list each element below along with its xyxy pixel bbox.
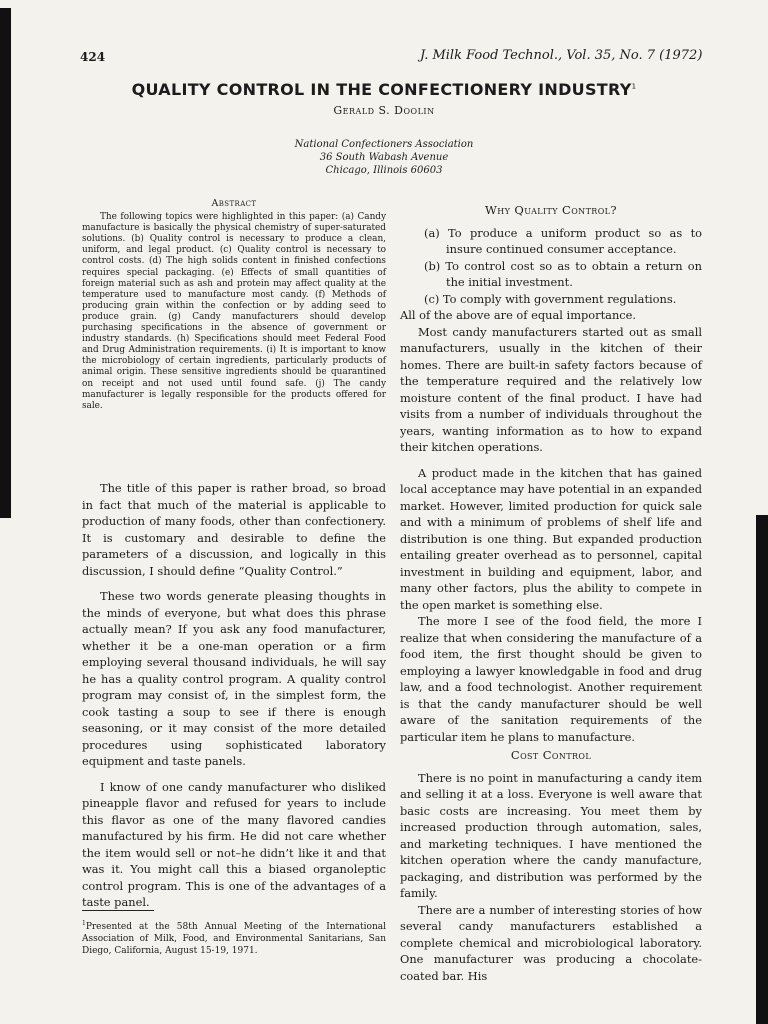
affiliation-line: Chicago, Illinois 60603 xyxy=(325,165,443,176)
body-paragraph: There is no point in manufacturing a candy item and selling it at a loss. Everyone is well aware that basic costs are increasing. You meet them by increased production through automation, sales, and marketing techniques. I have mentioned the kitchen operation where the candy manufacture, packaging, and distribution was performed by the family. xyxy=(400,770,702,900)
author-name: Gerald S. Doolin xyxy=(333,104,435,117)
footnote-divider xyxy=(82,910,154,911)
footnote xyxy=(82,918,386,957)
title-footnote-mark: 1 xyxy=(631,82,637,91)
body-paragraph: I know of one candy manufacturer who disliked pineapple flavor and refused for years to include this flavor as one of the many flavored candies manufactured by his firm. He did not care whether the item would sell or not–he didn’t like it and that was it. You might call this a biased organoleptic control program. This is one of the advantages of a taste panel. xyxy=(82,779,386,909)
journal-citation: J. Milk Food Technol., Vol. 35, No. 7 (1972) xyxy=(420,48,703,63)
affiliation xyxy=(0,138,768,177)
page-number: 424 xyxy=(80,50,106,64)
article-title-text: QUALITY CONTROL IN THE CONFECTIONERY INDUSTRY xyxy=(131,80,632,99)
body-paragraph: A product made in the kitchen that has gained local acceptance may have potential in an expanded market. However, limited production for quick sale and with a minimum of problems of shelf life and distribution is one thing. But expanded production entailing greater overhead as to personnel, capital investment in building and equipment, labor, and many other factors, plus the ability to compete in the open market is something else. xyxy=(400,465,702,612)
body-paragraph: The more I see of the food field, the more I realize that when considering the manufacture of a food item, the first thought should be given to employing a lawyer knowledgable in food and drug law, and a food technologist. Another requirement is that the candy manufacturer should be well aware of the sanitation requirements of the particular item he plans to manufacture. xyxy=(400,614,702,744)
list-item: (a) To produce a uniform product so as to insure continued consumer acceptance. xyxy=(424,225,702,256)
footnote-text: Presented at the 58th Annual Meeting of the International Association of Milk, Food, and Environmental Sanitarians, San Diego, California, August 15-19, 1971. xyxy=(82,922,386,956)
affiliation-line: 36 South Wabash Avenue xyxy=(319,152,449,163)
section-heading-cost: Cost Control xyxy=(510,748,592,762)
scan-edge-right xyxy=(756,515,768,1024)
body-paragraph: Most candy manufacturers started out as small manufacturers, usually in the kitchen of their homes. There are built-in safety factors because of the temperature required and the relatively low moisture content of the final product. I have had visits from a number of individuals throughout the years, wanting information as to how to expand their kitchen operations. xyxy=(400,324,702,454)
body-paragraph: All of the above are of equal importance. xyxy=(400,308,637,322)
list-item: (b) To control cost so as to obtain a return on the initial investment. xyxy=(424,258,702,289)
footnote-mark: 1 xyxy=(82,920,86,927)
affiliation-line: National Confectioners Association xyxy=(294,139,474,150)
body-paragraph: These two words generate pleasing thoughts in the minds of everyone, but what does this phrase actually mean? If you ask any food manufacturer, whether it be a one-man operation or a firm employing several thousand individuals, he will say he has a quality control program. A quality control program may consist of, in the simplest form, the cook tasting a soup to see if there is enough seasoning, or it may consist of the more detailed procedures using sophisticated laboratory equipment and taste panels. xyxy=(82,589,386,768)
section-heading-why: Why Quality Control? xyxy=(485,203,617,217)
right-column xyxy=(400,200,702,984)
body-paragraph: There are a number of interesting stories of how several candy manufacturers established a complete chemical and microbiological laboratory. One manufacturer was producing a chocolate-coated bar. His xyxy=(400,902,702,983)
left-column xyxy=(82,480,386,911)
article-title xyxy=(0,80,768,99)
list-item: (c) To comply with government regulations. xyxy=(424,291,677,306)
abstract-heading: Abstract xyxy=(211,198,257,209)
body-paragraph: The title of this paper is rather broad, so broad in fact that much of the material is applicable to production of many foods, other than confectionery. It is customary and desirable to define the parameters of a discussion, and logically in this discussion, I should define “Quality Control.” xyxy=(82,481,386,578)
abstract-text: The following topics were highlighted in this paper: (a) Candy manufacture is basically the physical chemistry of super-saturated solutions. (b) Quality control is necessary to produce a clean, uniform, and legal product. (c) Quality control is necessary to control costs. (d) The high solids content in finished confections requires special packaging. (e) Effects of small quantities of foreign material such as ash and protein may affect quality at the temperature used to manufacture most candy. (f) Methods of producing grain within the confection or by adding seed to produce grain. (g) Candy manufacturers should develop purchasing specifications in the absence of government or industry standards. (h) Specifications should meet Federal Food and Drug Administration requirements. (i) It is important to know the microbiology of certain ingredients, particularly products of animal origin. These sensitive ingredients should be quarantined on receipt and not used until found safe. (j) The candy manufacturer is legally responsible for the products offered for sale. xyxy=(82,212,386,411)
abstract xyxy=(82,198,386,412)
